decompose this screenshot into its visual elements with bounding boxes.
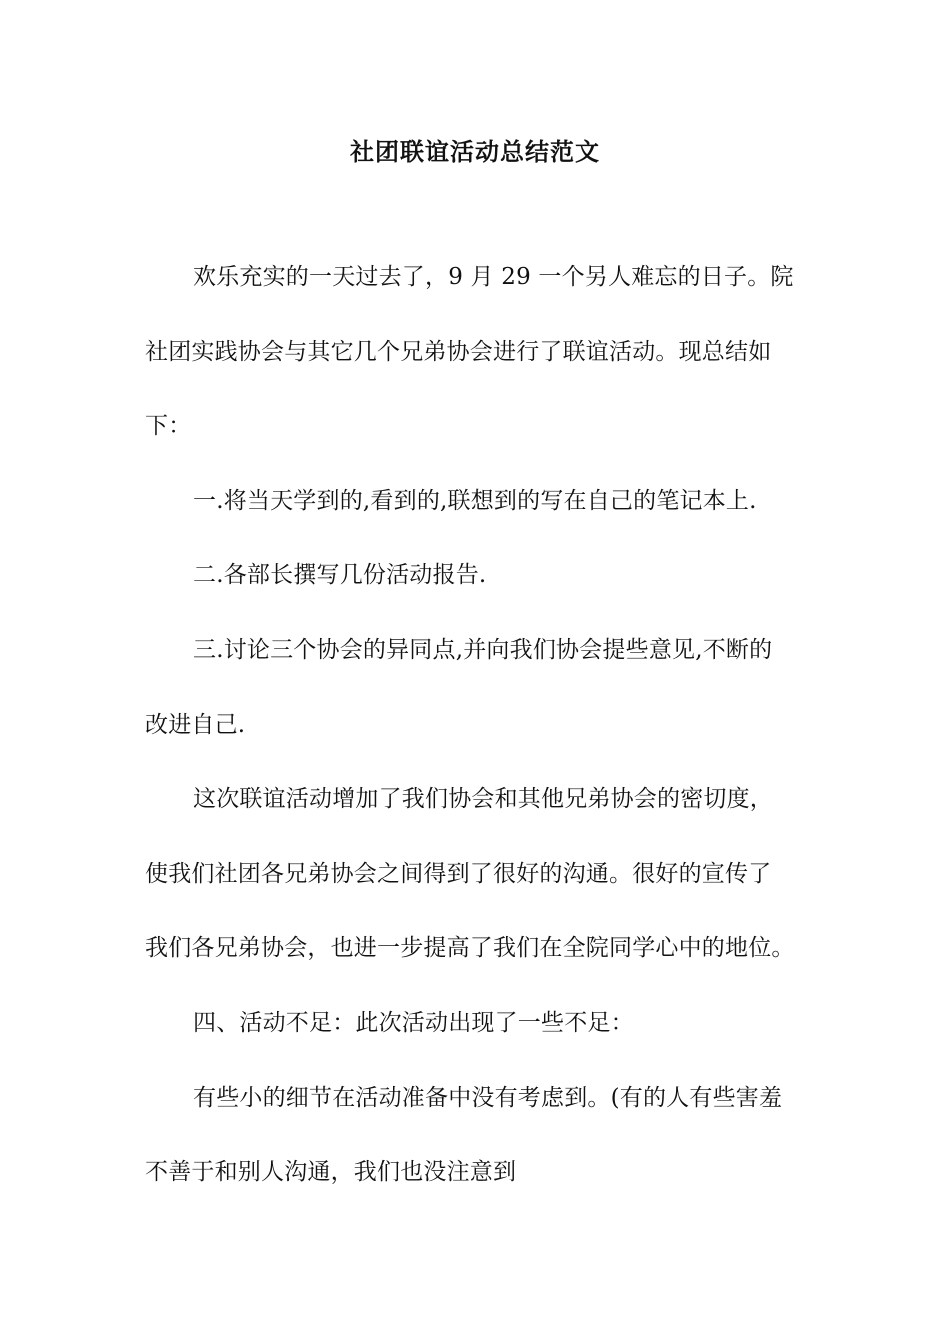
paragraph-line: 我们各兄弟协会，也进一步提高了我们在全院同学心中的地位。 (145, 935, 795, 962)
list-item-line: 改进自己. (145, 711, 246, 738)
document-title: 社团联谊活动总结范文 (350, 138, 600, 166)
section-heading-line: 四、活动不足：此次活动出现了一些不足： (193, 1009, 634, 1036)
list-item-line: 一.将当天学到的,看到的,联想到的写在自己的笔记本上. (193, 487, 757, 514)
list-item-line: 二.各部长撰写几份活动报告. (193, 562, 487, 589)
paragraph-line: 使我们社团各兄弟协会之间得到了很好的沟通。很好的宣传了 (145, 860, 772, 887)
list-item-line: 三.讨论三个协会的异同点,并向我们协会提些意见,不断的 (193, 636, 773, 663)
paragraph-line: 这次联谊活动增加了我们协会和其他兄弟协会的密切度， (193, 786, 773, 813)
document-body (145, 255, 810, 1225)
paragraph-line: 社团实践协会与其它几个兄弟协会进行了联谊活动。现总结如 (145, 338, 772, 365)
paragraph-line: 有些小的细节在活动准备中没有考虑到。(有的人有些害羞 (193, 1084, 783, 1111)
paragraph-line: 不善于和别人沟通，我们也没注意到 (145, 1159, 517, 1186)
paragraph-line: 下： (145, 413, 192, 440)
paragraph-line: 欢乐充实的一天过去了，9 月 29 一个另人难忘的日子。院 (193, 264, 794, 290)
